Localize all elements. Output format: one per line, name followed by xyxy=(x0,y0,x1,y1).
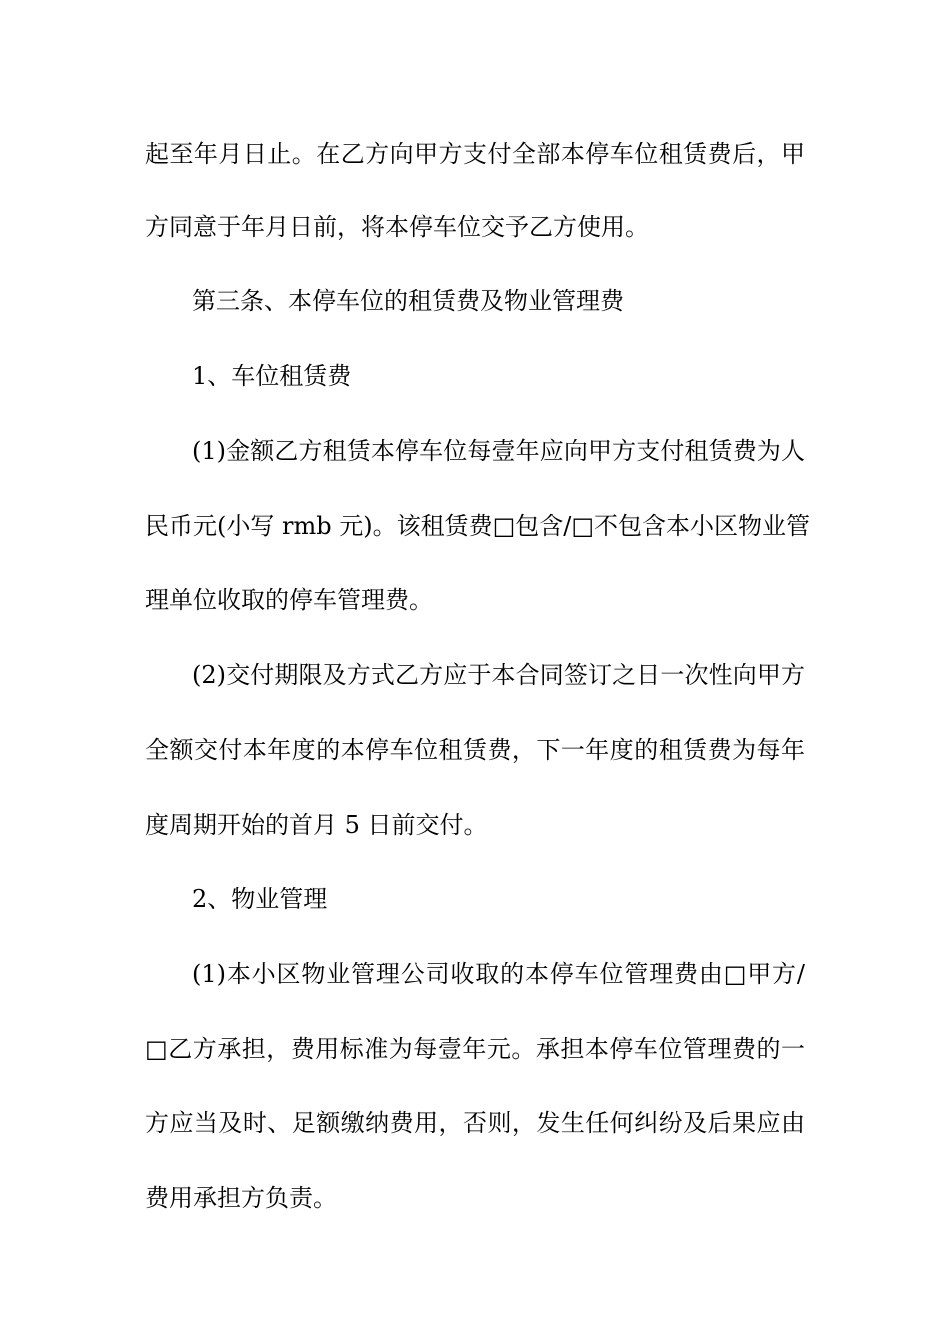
paragraph-line: □乙方承担，费用标准为每壹年元。承担本停车位管理费的一 xyxy=(145,1035,805,1063)
paragraph-line: 理单位收取的停车管理费。 xyxy=(145,586,433,614)
section-heading: 第三条、本停车位的租赁费及物业管理费 xyxy=(192,287,624,315)
paragraph-line: (2)交付期限及方式乙方应于本合同签订之日一次性向甲方 xyxy=(192,661,805,689)
paragraph-line: 方应当及时、足额缴纳费用，否则，发生任何纠纷及后果应由 xyxy=(145,1109,805,1137)
subsection-heading: 1、车位租赁费 xyxy=(192,362,352,390)
paragraph-line: 起至年月日止。在乙方向甲方支付全部本停车位租赁费后，甲 xyxy=(145,140,805,168)
paragraph-line: 方同意于年月日前，将本停车位交予乙方使用。 xyxy=(145,213,649,241)
subsection-heading: 2、物业管理 xyxy=(192,885,328,913)
paragraph-line: 民币元(小写 rmb 元)。该租赁费□包含/□不包含本小区物业管 xyxy=(145,512,811,540)
paragraph-line: (1)金额乙方租赁本停车位每壹年应向甲方支付租赁费为人 xyxy=(192,437,805,465)
paragraph-line: 费用承担方负责。 xyxy=(145,1184,337,1212)
paragraph-line: 全额交付本年度的本停车位租赁费，下一年度的租赁费为每年 xyxy=(145,736,805,764)
paragraph-line: 度周期开始的首月 5 日前交付。 xyxy=(145,811,488,839)
paragraph-line: (1)本小区物业管理公司收取的本停车位管理费由□甲方/ xyxy=(192,960,805,988)
